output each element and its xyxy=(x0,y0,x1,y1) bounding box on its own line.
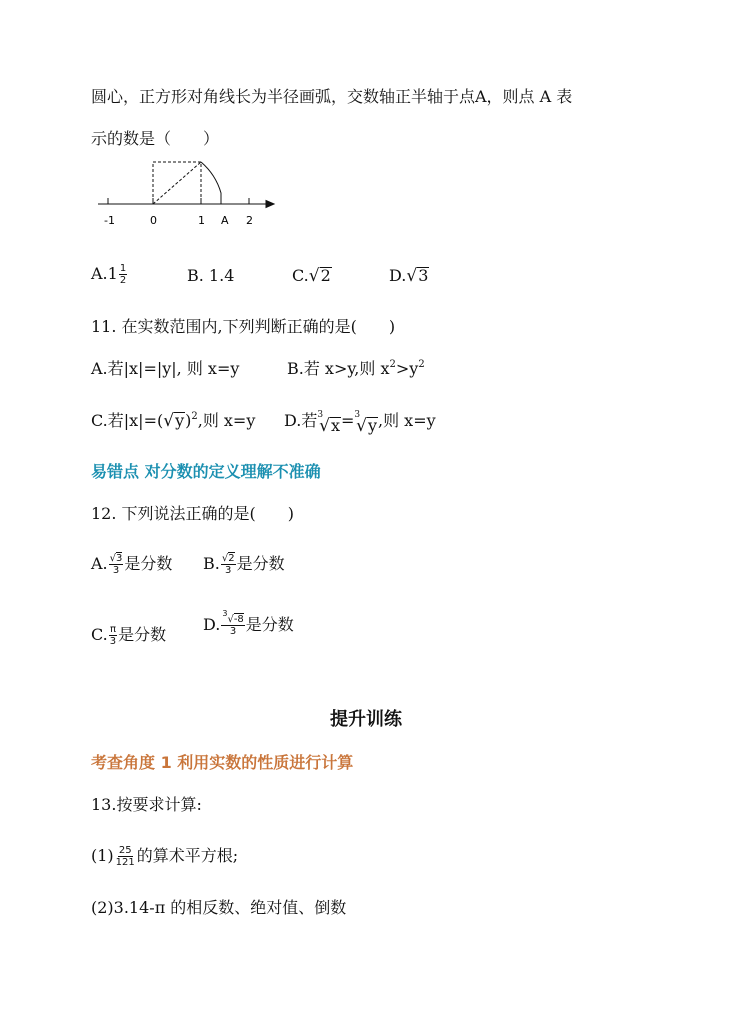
number-line-diagram xyxy=(90,155,290,235)
q12-option-c: C. $\frac{\pi}{3}$ 是分数 xyxy=(91,624,167,647)
label-A: A xyxy=(221,214,229,227)
label-2: 2 xyxy=(246,214,253,227)
q13-part1: (1) $\frac{25}{121}$ 的算术平方根; xyxy=(91,845,239,868)
q12-stem: 12. 下列说法正确的是( ) xyxy=(91,504,295,523)
q11-option-d: D.若 3 √ x = 3 √ y ,则 x=y xyxy=(284,410,436,436)
section-title: 提升训练 xyxy=(330,709,402,730)
q13-part2: (2)3.14-π 的相反数、绝对值、倒数 xyxy=(91,898,347,917)
easy-error-heading: 易错点 对分数的定义理解不准确 xyxy=(91,462,321,481)
axis-arrow xyxy=(266,201,274,208)
q12-option-d: D. $\frac{^3√-8}{3}$ 是分数 xyxy=(203,609,294,637)
q10-option-b: B. 1.4 xyxy=(187,266,235,285)
label-1: 1 xyxy=(198,214,205,227)
label-minus1: -1 xyxy=(104,214,115,227)
q10-option-a: A.1 $\frac{1}{2}$ xyxy=(91,263,127,286)
q11-option-b: B.若 x>y,则 $x^2>y^2$ xyxy=(287,359,425,378)
label-0: 0 xyxy=(150,214,157,227)
q10-text-line2: 示的数是（ ） xyxy=(91,129,220,148)
q10-text-line1: 圆心，正方形对角线长为半径画弧，交数轴正半轴于点A，则点 A 表 xyxy=(91,87,573,106)
arc xyxy=(201,162,221,204)
diagonal-dashed xyxy=(153,162,201,204)
angle-heading: 考查角度 1 利用实数的性质进行计算 xyxy=(91,753,354,772)
q11-option-a: A.若|x|=|y|, 则 x=y xyxy=(91,359,240,378)
q11-option-c: C.若|x|=( √ y )$^2$,则 x=y xyxy=(91,411,256,431)
q13-stem: 13.按要求计算: xyxy=(91,795,202,814)
q12-option-b: B. $\frac{√2}{3}$ 是分数 xyxy=(203,553,285,576)
q12-option-a: A. $\frac{√3}{3}$ 是分数 xyxy=(91,553,173,576)
q11-stem: 11. 在实数范围内,下列判断正确的是( ) xyxy=(91,317,396,336)
q10-option-c: C. √ 2 xyxy=(292,266,331,286)
q10-option-d: D. √ 3 xyxy=(389,266,429,286)
